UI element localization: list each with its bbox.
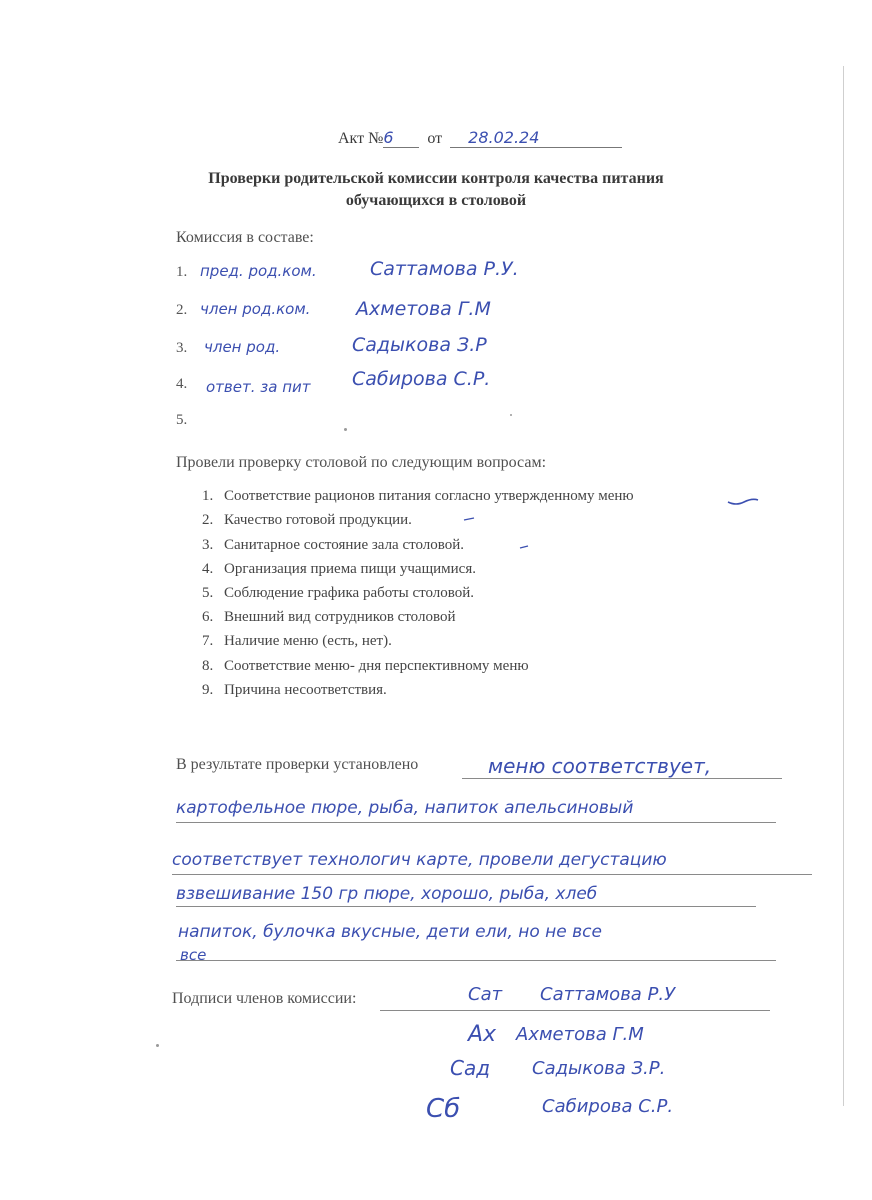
question-number: 1. xyxy=(202,488,214,504)
result-line: все xyxy=(180,946,207,964)
result-line: меню соответствует, xyxy=(488,754,712,778)
signature-mark: Сат xyxy=(468,984,503,1005)
signatures-label: Подписи членов комиссии: xyxy=(172,990,357,1007)
member-name: Ахметова Г.М xyxy=(356,298,491,320)
question-number: 9. xyxy=(202,682,214,698)
check-mark-icon xyxy=(518,542,530,552)
question-item xyxy=(202,585,474,602)
check-mark-icon xyxy=(726,494,760,508)
member-role: член род. xyxy=(204,338,281,356)
document-title-line1: Проверки родительской комиссии контроля качества питания xyxy=(208,170,664,187)
scan-speck xyxy=(156,1044,159,1047)
act-header xyxy=(338,128,622,148)
question-item xyxy=(202,609,455,626)
question-item xyxy=(202,537,464,554)
result-underline xyxy=(172,874,812,875)
signature-mark: Сб xyxy=(426,1094,461,1124)
act-date: 28.02.24 xyxy=(450,128,622,148)
signature-name: Сабирова С.Р. xyxy=(542,1096,674,1117)
question-item xyxy=(202,633,392,650)
signature-underline xyxy=(380,1010,770,1011)
scan-speck xyxy=(344,428,347,431)
questions-label: Провели проверку столовой по следующим вопросам: xyxy=(176,454,547,471)
scan-speck xyxy=(510,414,512,416)
signature-name: Садыкова З.Р. xyxy=(532,1058,666,1079)
signature-mark: Ах xyxy=(468,1022,497,1047)
question-text: Соответствие меню- дня перспективному меню xyxy=(224,658,529,674)
act-number: 6 xyxy=(383,128,419,148)
result-line: картофельное пюре, рыба, напиток апельсиновый xyxy=(176,798,634,818)
result-underline xyxy=(176,960,776,961)
result-line: напиток, булочка вкусные, дети ели, но не все xyxy=(178,922,602,942)
signature-name: Саттамова Р.У xyxy=(540,984,676,1005)
question-text: Качество готовой продукции. xyxy=(224,512,412,528)
question-item xyxy=(202,658,529,675)
result-label: В результате проверки установлено xyxy=(176,756,419,773)
document-title-line2: обучающихся в столовой xyxy=(345,192,527,209)
question-item xyxy=(202,512,412,529)
act-label: Акт № xyxy=(338,130,384,147)
question-item xyxy=(202,682,387,699)
question-number: 8. xyxy=(202,658,214,674)
question-number: 6. xyxy=(202,609,214,625)
member-number: 1. xyxy=(176,264,188,280)
member-role: пред. род.ком. xyxy=(200,262,317,280)
question-text: Соответствие рационов питания согласно утвержденному меню xyxy=(224,488,634,504)
member-role: член род.ком. xyxy=(200,300,311,318)
question-text: Санитарное состояние зала столовой. xyxy=(224,537,465,553)
question-text: Причина несоответствия. xyxy=(224,682,387,698)
member-name: Сабирова С.Р. xyxy=(352,368,491,390)
member-name: Саттамова Р.У. xyxy=(370,258,519,280)
member-role: ответ. за пит xyxy=(206,378,311,396)
result-line: соответствует технологич карте, провели дегустацию xyxy=(172,850,667,870)
check-mark-icon xyxy=(462,514,476,524)
question-item xyxy=(202,488,634,505)
result-underline xyxy=(462,778,782,779)
question-number: 7. xyxy=(202,633,214,649)
question-text: Соблюдение графика работы столовой. xyxy=(224,585,475,601)
question-number: 4. xyxy=(202,561,214,577)
member-number: 4. xyxy=(176,376,188,392)
result-underline xyxy=(176,906,756,907)
question-item xyxy=(202,561,476,578)
signature-name: Ахметова Г.М xyxy=(516,1024,644,1045)
member-name: Садыкова З.Р xyxy=(352,334,487,356)
question-number: 3. xyxy=(202,537,214,553)
question-number: 2. xyxy=(202,512,214,528)
question-text: Внешний вид сотрудников столовой xyxy=(224,609,456,625)
signature-mark: Сад xyxy=(450,1056,491,1080)
question-number: 5. xyxy=(202,585,214,601)
question-text: Организация приема пищи учащимися. xyxy=(224,561,476,577)
member-number: 5. xyxy=(176,412,188,428)
result-underline xyxy=(176,822,776,823)
member-number: 2. xyxy=(176,302,188,318)
act-from-label: от xyxy=(427,130,443,147)
result-line: взвешивание 150 гр пюре, хорошо, рыба, хлеб xyxy=(176,884,598,904)
commission-label: Комиссия в составе: xyxy=(176,229,314,246)
member-number: 3. xyxy=(176,340,188,356)
page-edge-line xyxy=(843,66,844,1106)
question-text: Наличие меню (есть, нет). xyxy=(224,633,392,649)
